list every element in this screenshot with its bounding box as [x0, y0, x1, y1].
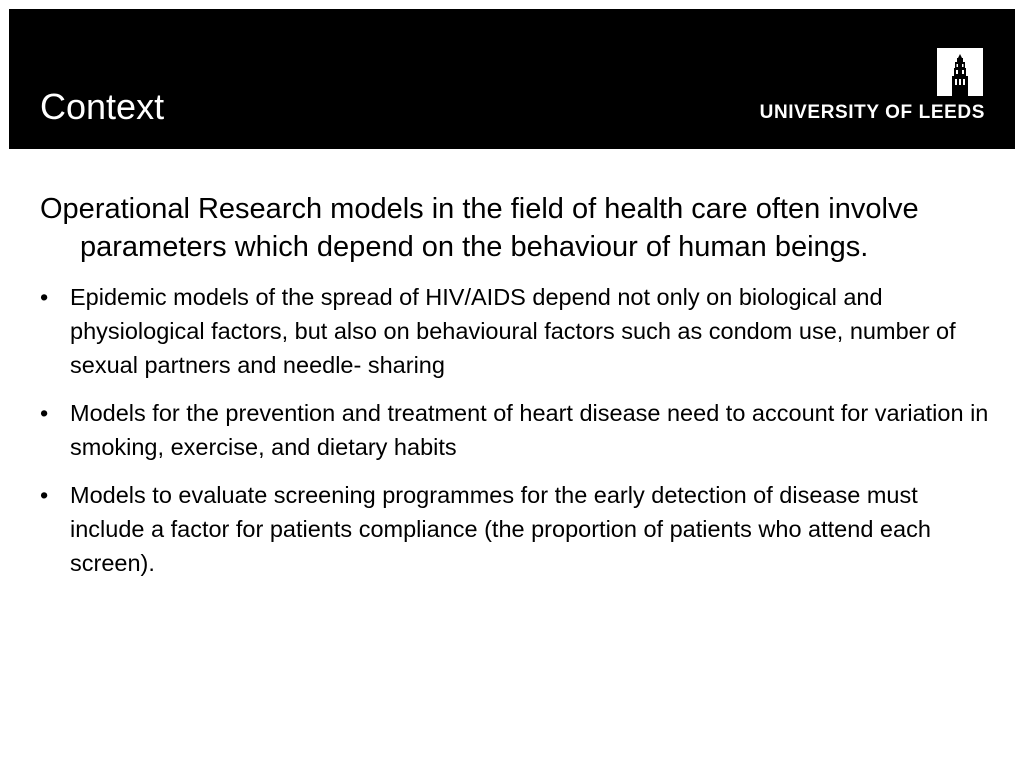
- bullet-item: [40, 478, 990, 580]
- lead-paragraph: Operational Research models in the field of health care often involve parameters which depend on the behaviour of human beings.: [40, 193, 919, 263]
- bullet-item: [40, 396, 990, 464]
- parkinson-tower-icon: [937, 48, 983, 96]
- bullet-text: Models to evaluate screening programmes for the early detection of disease must include a factor for patients compliance (the proportion of patients who attend each screen).: [70, 482, 931, 576]
- header-bar: [9, 9, 1015, 149]
- bullet-list: [40, 280, 990, 580]
- bullet-marker: •: [40, 284, 49, 310]
- slide-title: Context: [40, 86, 165, 127]
- slide-body: [40, 190, 990, 594]
- bullet-marker: •: [40, 400, 49, 426]
- bullet-text: Models for the prevention and treatment of heart disease need to account for variation in smoking, exercise, and dietary habits: [70, 400, 989, 460]
- university-logo: [725, 48, 985, 128]
- bullet-marker: •: [40, 482, 49, 508]
- bullet-text: Epidemic models of the spread of HIV/AIDS depend not only on biological and physiological factors, but also on behavioural factors such as condom use, number of sexual partners and needle- sharing: [70, 284, 956, 378]
- bullet-item: [40, 280, 990, 382]
- logo-text: UNIVERSITY OF LEEDS: [759, 102, 985, 123]
